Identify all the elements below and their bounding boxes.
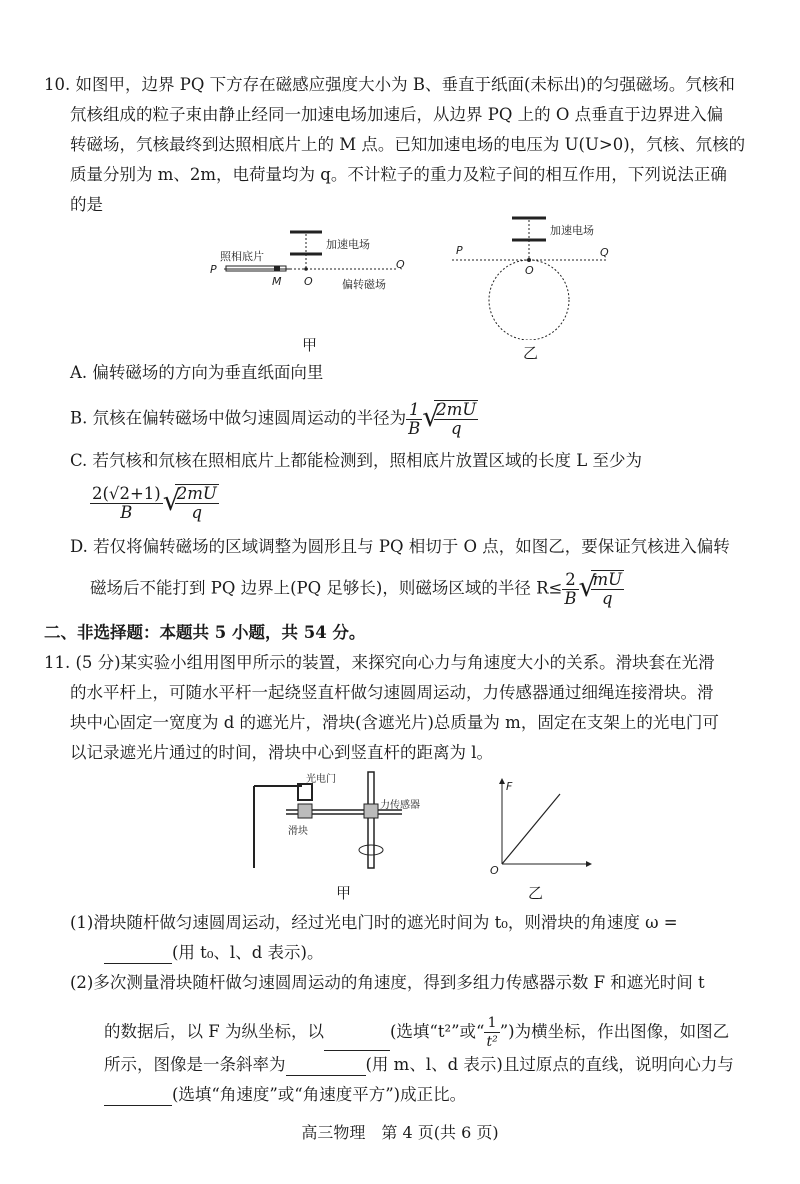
q10-option-d-line1: D. 若仅将偏转磁场的区域调整为圆形且与 PQ 相切于 O 点，如图乙，要保证氕核进入偏转 xyxy=(70,537,730,556)
q10-figure-a xyxy=(200,222,420,332)
q10-line1: 10. 如图甲，边界 PQ 下方存在磁感应强度大小为 B、垂直于纸面(未标出)的匀强磁场。氕核和 xyxy=(44,75,735,94)
point-m-marker xyxy=(274,266,280,271)
rotation-arrow-icon xyxy=(359,845,383,855)
label-p-b: P xyxy=(456,244,463,257)
q10-line3: 转磁场，氕核最终到达照相底片上的 M 点。已知加速电场的电压为 U(U>0)，氕核、氘核的 xyxy=(70,135,746,154)
q10-line5: 的是 xyxy=(70,195,103,214)
q11-part1-line1: (1)滑块随杆做匀速圆周运动，经过光电门时的遮光时间为 t₀，则滑块的角速度 ω = xyxy=(70,913,678,932)
force-sensor xyxy=(364,804,378,818)
accel-field-label: 加速电场 xyxy=(326,238,370,251)
slider-label: 滑块 xyxy=(288,826,308,837)
q11-part2-line2: 的数据后，以 F 为纵坐标，以 (选填“t²”或“ $\frac{1}{\text{t²}}$ ”)为横坐标，作出图像，如图乙 xyxy=(104,1015,730,1050)
sensor-label: 力传感器 xyxy=(380,800,420,811)
slider-block xyxy=(298,804,312,818)
q10-figure-b-caption: 乙 xyxy=(523,344,539,362)
q11-part2-line3: 所示，图像是一条斜率为 (用 m、l、d 表示)且过原点的直线，说明向心力与 xyxy=(104,1055,734,1074)
q10-option-d-line2: 磁场后不能打到 PQ 边界上(PQ 足够长)，则磁场区域的半径 R≤ $\frac{2}{B}$ √ $\frac{mU}{q}$ xyxy=(90,569,623,608)
label-q: Q xyxy=(396,258,405,271)
section-heading: 二、非选择题：本题共 5 小题，共 54 分。 xyxy=(44,623,366,642)
label-p: P xyxy=(210,263,217,276)
answer-blank-2[interactable] xyxy=(324,1032,390,1051)
label-q-b: Q xyxy=(600,246,609,259)
q11-figure-b-caption: 乙 xyxy=(528,884,544,902)
q10-figure-b xyxy=(450,210,620,340)
q11-figure-b xyxy=(484,776,594,876)
q11-line3: 块中心固定一宽度为 d 的遮光片，滑块(含遮光片)总质量为 m，固定在支架上的光电门可 xyxy=(70,713,719,732)
q10-option-a: A. 偏转磁场的方向为垂直纸面向里 xyxy=(70,363,324,382)
q10-line4: 质量分别为 m、2m，电荷量均为 q。不计粒子的重力及粒子间的相互作用，下列说法正确 xyxy=(70,165,727,184)
page-footer: 高三物理 第 4 页(共 6 页) xyxy=(301,1123,499,1142)
deflect-field-label: 偏转磁场 xyxy=(342,278,386,291)
q11-part2-line1: (2)多次测量滑块随杆做匀速圆周运动的角速度，得到多组力传感器示数 F 和遮光时间 t xyxy=(70,973,705,992)
label-o-b: O xyxy=(525,264,534,277)
q10-option-c-formula: $\frac{2(√2+1)}{B}$ √ $\frac{2mU}{q}$ xyxy=(92,483,217,522)
q11-figure-a xyxy=(246,768,426,878)
q11-part2-line4: (选填“角速度”或“角速度平方”)成正比。 xyxy=(104,1084,466,1106)
answer-blank-4[interactable] xyxy=(104,1087,172,1106)
answer-blank-1[interactable] xyxy=(104,945,172,964)
q10-option-c-line1: C. 若氕核和氘核在照相底片上都能检测到，照相底片放置区域的长度 L 至少为 xyxy=(70,451,642,470)
q10-line2: 氘核组成的粒子束由静止经同一加速电场加速后，从边界 PQ 上的 O 点垂直于边界进入偏 xyxy=(70,105,724,124)
q11-line1: 11. (5 分)某实验小组用图甲所示的装置，来探究向心力与角速度大小的关系。滑块套在光滑 xyxy=(44,653,715,672)
q11-line2: 的水平杆上，可随水平杆一起绕竖直杆做匀速圆周运动，力传感器通过细绳连接滑块。滑 xyxy=(70,683,714,702)
answer-blank-3[interactable] xyxy=(286,1057,366,1076)
q10-option-b: B. 氘核在偏转磁场中做匀速圆周运动的半径为 $\frac{1}{B}$ √ $\frac{2mU}{q}$ xyxy=(70,399,477,438)
vertical-shaft xyxy=(368,772,374,868)
label-m: M xyxy=(272,275,282,288)
q11-line4: 以记录遮光片通过的时间，滑块中心到竖直杆的距离为 l。 xyxy=(70,743,494,762)
axis-f-label: F xyxy=(506,780,513,793)
graph-line xyxy=(502,794,560,864)
photogate-label: 光电门 xyxy=(306,774,336,785)
q11-figure-a-caption: 甲 xyxy=(336,884,352,902)
label-o: O xyxy=(304,275,313,288)
q11-part1-line2: (用 t₀、l、d 表示)。 xyxy=(104,942,323,964)
q10-figure-a-caption: 甲 xyxy=(302,336,318,354)
film-label: 照相底片 xyxy=(220,250,264,263)
axis-origin-label: O xyxy=(490,864,499,876)
accel-field-label-b: 加速电场 xyxy=(550,224,594,237)
